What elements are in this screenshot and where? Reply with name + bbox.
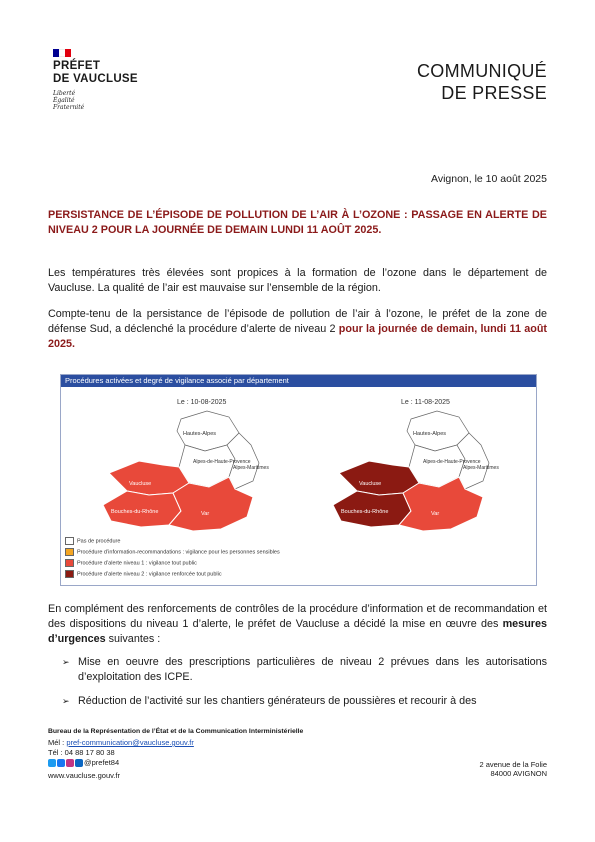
instagram-icon[interactable] bbox=[66, 759, 74, 767]
legend-swatch-alert1 bbox=[65, 559, 74, 567]
legend-item-info: Procédure d’information-recommandations : vigilance pour les personnes sensibles bbox=[65, 548, 280, 556]
map-left-date: Le : 10-08-2025 bbox=[177, 399, 227, 406]
legend-item-alert1: Procédure d’alerte niveau 1 : vigilance tout public bbox=[65, 559, 197, 567]
twitter-icon[interactable] bbox=[48, 759, 56, 767]
paragraph-2: Compte-tenu de la persistance de l’épisode de pollution de l’air à l’ozone, le préfet de la zone de défense Sud, a déclenché la procédure d’alerte de niveau 2 pour la journée de demain, lundi 11 août 2025. bbox=[48, 308, 548, 350]
footer-bureau: Bureau de la Représentation de l’État et de la Communication Interministérielle bbox=[48, 728, 304, 735]
label-alpes-maritimes: Alpes-Maritimes bbox=[233, 465, 269, 471]
document-date: Avignon, le 10 août 2025 bbox=[431, 173, 547, 185]
legend-item-none: Pas de procédure bbox=[65, 537, 120, 545]
footer-social: @prefet84 bbox=[48, 758, 119, 767]
bullet-item-2: ➢ Réduction de l’activité sur les chantiers générateurs de poussières et recourir à des bbox=[62, 695, 477, 707]
document-type: COMMUNIQUÉ DE PRESSE bbox=[417, 61, 547, 103]
vaucluse-shape bbox=[109, 461, 189, 495]
label-vaucluse: Vaucluse bbox=[129, 481, 152, 487]
prefet-title-line2: DE VAUCLUSE bbox=[53, 73, 138, 85]
republic-motto: Liberté Égalité Fraternité bbox=[53, 90, 85, 111]
republic-flag-logo bbox=[53, 49, 71, 57]
email-link[interactable]: pref-communication@vaucluse.gouv.fr bbox=[66, 738, 194, 747]
arrow-bullet-icon: ➢ bbox=[62, 696, 70, 706]
map-right bbox=[333, 411, 499, 531]
pollution-map-figure bbox=[60, 374, 537, 586]
label-alpes-hte-provence: Alpes-de-Haute-Provence bbox=[423, 459, 481, 465]
legend-swatch-none bbox=[65, 537, 74, 545]
legend-swatch-alert2 bbox=[65, 570, 74, 578]
label-hautes-alpes: Hautes-Alpes bbox=[183, 431, 217, 437]
paragraph-1: Les températures très élevées sont propices à la formation de l’ozone dans le département de Vaucluse. La qualité de l’air est mauvaise sur l’ensemble de la région. bbox=[48, 267, 547, 294]
figure-header: Procédures activées et degré de vigilance associé par département bbox=[61, 375, 536, 387]
arrow-bullet-icon: ➢ bbox=[62, 657, 70, 667]
legend-item-alert2: Procédure d’alerte niveau 2 : vigilance renforcée tout public bbox=[65, 570, 222, 578]
label-vaucluse: Vaucluse bbox=[359, 481, 382, 487]
paragraph-3: En complément des renforcements de contrôles de la procédure d’information et de recommandation et des dispositions du niveau 1 d’alerte, le préfet de Vaucluse a décidé la mise en œuvre des mesures d’urgences suivantes : bbox=[48, 603, 547, 645]
map-right-date: Le : 11-08-2025 bbox=[401, 399, 450, 406]
footer-address: 2 avenue de la Folie 84000 AVIGNON bbox=[479, 760, 547, 778]
label-bouches-du-rhone: Bouches-du-Rhône bbox=[111, 509, 159, 515]
footer-mel: Mél : pref-communication@vaucluse.gouv.fr bbox=[48, 738, 194, 747]
linkedin-icon[interactable] bbox=[75, 759, 83, 767]
label-var: Var bbox=[201, 511, 210, 517]
region-maps bbox=[61, 395, 536, 555]
label-bouches-du-rhone: Bouches-du-Rhône bbox=[341, 509, 389, 515]
press-release-title: PERSISTANCE DE L’ÉPISODE DE POLLUTION DE L’AIR À L’OZONE : PASSAGE EN ALERTE DE NIVEAU 2 POUR LA JOURNÉE DE DEMAIN LUNDI 11 AOÛT 2025. bbox=[48, 209, 547, 236]
map-left bbox=[103, 411, 269, 531]
bullet-item-1: ➢ Mise en oeuvre des prescriptions particulières de niveau 2 prévues dans les autorisations d’exploitation des ICPE. bbox=[62, 656, 547, 683]
footer-tel: Tél : 04 88 17 80 38 bbox=[48, 748, 115, 757]
label-alpes-maritimes: Alpes-Maritimes bbox=[463, 465, 499, 471]
prefet-title-line1: PRÉFET bbox=[53, 60, 101, 72]
vaucluse-shape bbox=[339, 461, 419, 495]
legend-swatch-info bbox=[65, 548, 74, 556]
label-var: Var bbox=[431, 511, 440, 517]
facebook-icon[interactable] bbox=[57, 759, 65, 767]
label-hautes-alpes: Hautes-Alpes bbox=[413, 431, 447, 437]
label-alpes-hte-provence: Alpes-de-Haute-Provence bbox=[193, 459, 251, 465]
footer-website[interactable]: www.vaucluse.gouv.fr bbox=[48, 771, 120, 780]
